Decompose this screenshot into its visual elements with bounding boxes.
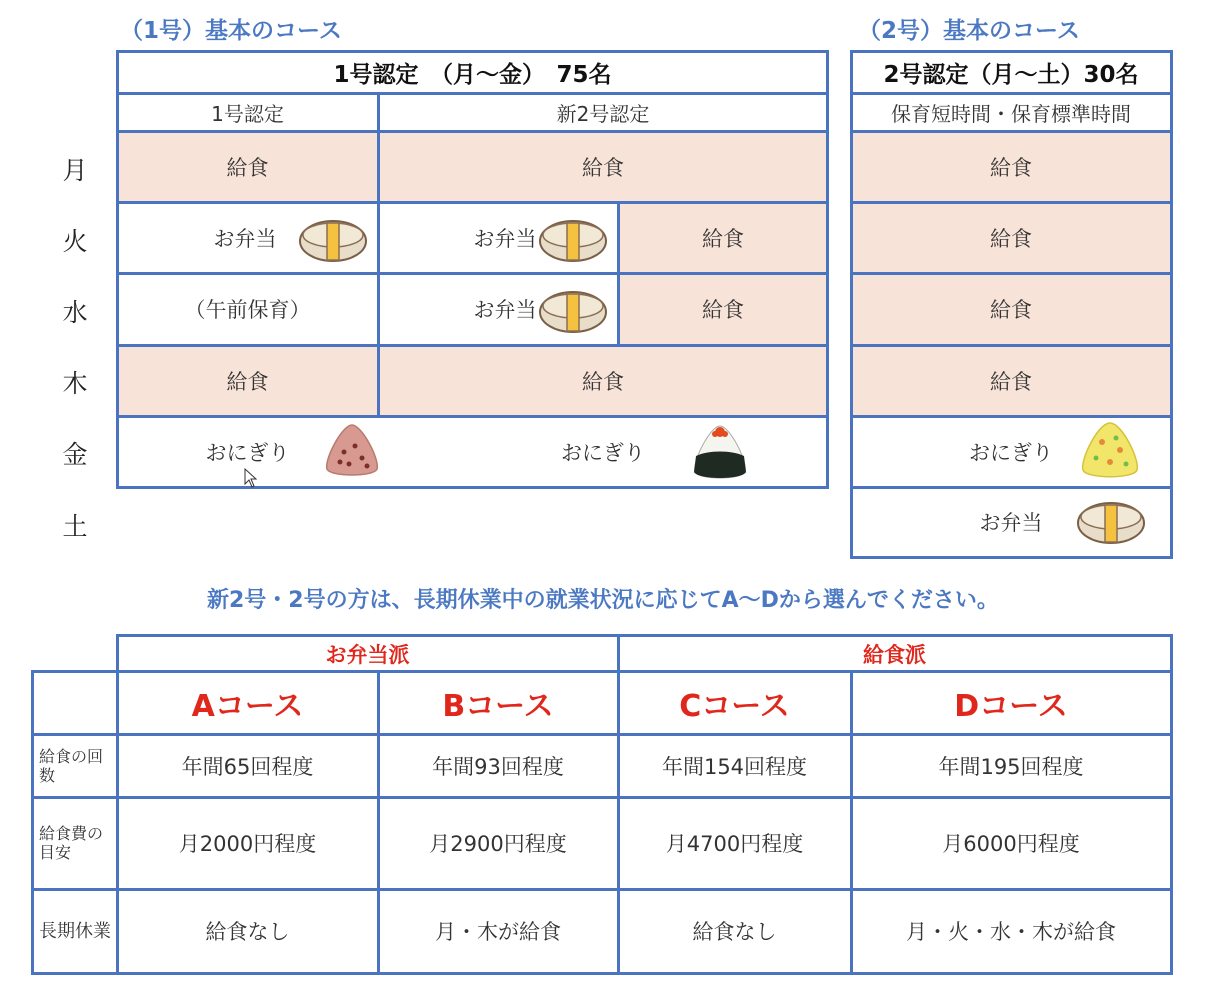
tue-shin2go-bento: お弁当: [473, 226, 537, 251]
bento-icon: [298, 218, 368, 264]
t2-mon: 給食: [990, 155, 1032, 180]
day-wed: 水: [62, 298, 88, 327]
day-tue: 火: [62, 227, 88, 256]
table1-header: 1号認定 （月～金） 75名: [333, 61, 612, 88]
holiday-a: 給食なし: [205, 920, 290, 944]
t2-tue: 給食: [990, 226, 1032, 251]
thu-shin2go: 給食: [582, 369, 624, 394]
day-mon: 月: [62, 156, 88, 185]
bento-icon: [1076, 500, 1146, 546]
day-thu: 木: [62, 369, 88, 398]
fee-b: 月2900円程度: [429, 832, 567, 856]
bento-icon: [538, 218, 608, 264]
fried-rice-onigiri-icon: [1076, 420, 1144, 480]
tue-1go: お弁当: [213, 226, 277, 251]
course-d: Dコース: [954, 688, 1068, 724]
mon-1go: 給食: [226, 155, 269, 180]
mouse-cursor-icon: [244, 468, 258, 488]
holiday-b: 月・木が給食: [435, 920, 561, 944]
course2-title: （2号）基本のコース: [858, 18, 1080, 44]
sekihan-onigiri-icon: [322, 422, 382, 478]
mon-shin2go: 給食: [582, 155, 624, 180]
course-c: Cコース: [679, 688, 790, 724]
fri-shin2go: おにぎり: [561, 440, 645, 465]
course-a: Aコース: [191, 688, 304, 724]
thu-1go: 給食: [226, 369, 269, 394]
group-kyushoku: 給食派: [863, 642, 926, 667]
holiday-d: 月・火・水・木が給食: [906, 920, 1116, 944]
t2-sat: お弁当: [979, 511, 1043, 535]
fri-1go: おにぎり: [205, 440, 290, 465]
fee-d: 月6000円程度: [942, 832, 1080, 856]
row-label-fee: 給食費の目安: [39, 824, 104, 862]
fee-c: 月4700円程度: [665, 832, 804, 856]
nori-onigiri-icon: [690, 420, 750, 482]
count-b: 年間93回程度: [432, 754, 564, 779]
day-sat: 土: [62, 512, 88, 541]
wed-shin2go-kyushoku: 給食: [702, 298, 744, 322]
group-bento: お弁当派: [325, 642, 410, 667]
bento-icon: [538, 289, 608, 335]
holiday-c: 給食なし: [692, 920, 777, 944]
table1-sub-shin2go: 新2号認定: [556, 101, 650, 126]
wed-1go: （午前保育）: [184, 298, 311, 322]
tue-shin2go-kyushoku: 給食: [702, 226, 744, 251]
t2-wed: 給食: [990, 298, 1032, 322]
course1-title: （1号）基本のコース: [120, 18, 342, 44]
row-label-count: 給食の回数: [39, 746, 104, 785]
fee-a: 月2000円程度: [178, 832, 317, 856]
count-c: 年間154回程度: [661, 754, 808, 779]
course-selection-notice: 新2号・2号の方は、長期休業中の就業状況に応じてA～Dから選んでください。: [207, 588, 999, 613]
table2-header: 2号認定（月～土）30名: [883, 61, 1139, 88]
count-d: 年間195回程度: [938, 754, 1084, 779]
t2-fri: おにぎり: [969, 440, 1053, 465]
wed-shin2go-bento: お弁当: [473, 298, 537, 322]
day-fri: 金: [62, 440, 88, 469]
table1-sub-1go: 1号認定: [211, 101, 284, 126]
table2-sub: 保育短時間・保育標準時間: [891, 101, 1131, 126]
count-a: 年間65回程度: [181, 754, 314, 779]
t2-thu: 給食: [990, 369, 1032, 394]
row-label-holiday: 長期休業: [39, 920, 111, 942]
course-b: Bコース: [442, 688, 554, 724]
